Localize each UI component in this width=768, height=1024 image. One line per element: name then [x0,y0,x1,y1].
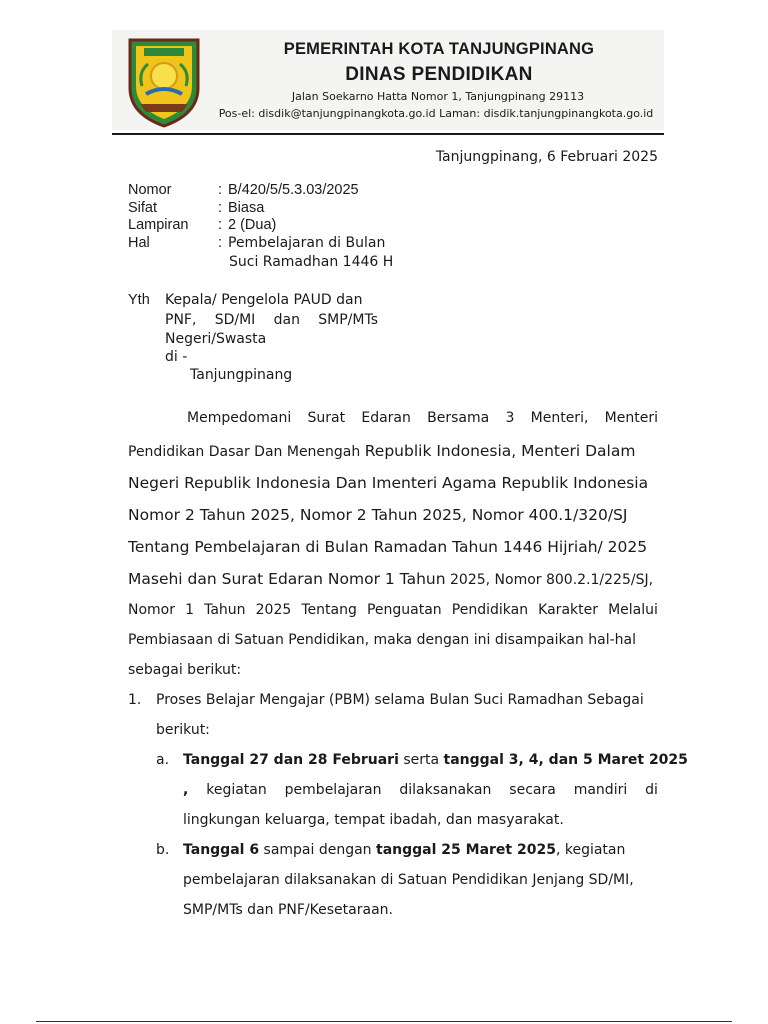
body-line: Pembiasaan di Satuan Pendidikan, maka dengan ini disampaikan hal-hal [128,632,636,648]
bold-run: tanggal 3, 4, dan 5 Maret 2025 [443,752,688,768]
letter-date: Tanjungpinang, 6 Februari 2025 [435,149,658,165]
sublist-line: lingkungan keluarga, tempat ibadah, dan masyarakat. [183,812,564,828]
meta-colon: : [218,182,223,198]
body-line [128,602,658,618]
letterhead-government: PEMERINTAH KOTA TANJUNGPINANG [283,40,595,58]
meta-label: Hal [128,234,150,251]
sublist-line: SMP/MTs dan PNF/Kesetaraan. [183,902,393,918]
bold-run: tanggal 25 Maret 2025 [376,842,556,858]
letterhead [112,30,664,130]
sublist-line [183,752,688,768]
word: kegiatan [206,782,267,798]
letterhead-contact: Pos-el: disdik@tanjungpinangkota.go.id Laman: disdik.tanjungpinangkota.go.id [218,107,654,120]
body-line: sebagai berikut: [128,662,242,678]
bold-run: Tanggal 27 dan 28 Februari [183,752,399,768]
recipient-line [165,312,378,328]
meta-colon: : [218,199,223,216]
meta-value: 2 (Dua) [228,217,277,233]
bold-run: Tanggal 6 [183,842,260,858]
letterhead-address: Jalan Soekarno Hatta Nomor 1, Tanjungpinang 29113 [291,90,585,103]
word: Tahun [204,602,246,618]
sublist-letter: a. [156,752,170,768]
word: Menteri [604,410,658,426]
letterhead-office: DINAS PENDIDIKAN [345,64,533,85]
word: pembelajaran [284,782,382,798]
page-bottom-edge [36,1021,732,1022]
word: Menteri, [530,410,589,426]
word: Pendidikan [451,602,529,618]
letterhead-divider [112,133,664,135]
word: Edaran [361,410,411,426]
body-line [128,442,635,460]
recipient-line: di - [165,349,188,365]
text-run: Pendidikan Dasar Dan Menengah [128,444,361,460]
text-run: serta [403,752,440,768]
body-line: Negeri Republik Indonesia Dan Imenteri Agama Republik Indonesia [128,474,649,492]
word: secara [509,782,556,798]
word: 1 [185,602,195,618]
word: SMP/MTs [318,312,378,328]
word: mandiri [573,782,628,798]
word: Karakter [538,602,598,618]
list-item-line: berikut: [156,722,210,738]
recipient-line: Negeri/Swasta [165,331,267,347]
text-run: Republik Indonesia, Menteri Dalam [364,442,636,460]
sublist-line: pembelajaran dilaksanakan di Satuan Pendidikan Jenjang SD/MI, [183,872,634,888]
word: , [183,782,189,798]
text-run: sampai dengan [263,842,372,858]
body-line: Tentang Pembelajaran di Bulan Ramadan Tahun 1446 Hijriah/ 2025 [128,538,648,556]
sublist-line [183,782,658,798]
list-item-line: Proses Belajar Mengajar (PBM) selama Bulan Suci Ramadhan Sebagai [156,692,644,708]
word: 3 [505,410,515,426]
meta-hal-continuation: Suci Ramadhan 1446 H [229,254,394,270]
sublist-letter: b. [156,842,170,858]
word: PNF, [165,312,197,328]
meta-colon: : [218,234,223,251]
meta-label: Nomor [128,182,172,198]
word: di [645,782,658,798]
word: dilaksanakan [399,782,492,798]
word: Mempedomani [187,410,292,426]
meta-value: Pembelajaran di Bulan [228,234,386,251]
word: dan [273,312,300,328]
text-run: Masehi dan Surat Edaran Nomor 1 Tahun [128,570,446,588]
meta-value: Biasa [228,199,265,216]
word: Surat [307,410,346,426]
word: SD/MI [214,312,256,328]
list-number: 1. [128,692,142,708]
meta-colon: : [218,217,223,233]
body-line: Nomor 2 Tahun 2025, Nomor 2 Tahun 2025, Nomor 400.1/320/SJ [128,506,628,524]
recipient-line: Kepala/ Pengelola PAUD dan [165,292,363,308]
word: 2025 [255,602,292,618]
word: Bersama [427,410,490,426]
city-coat-of-arms-logo [124,36,204,128]
text-run: , kegiatan [555,842,626,858]
text-run: 2025, Nomor 800.2.1/225/SJ, [450,572,654,588]
word: Melalui [608,602,658,618]
meta-value: B/420/5/5.3.03/2025 [228,182,359,198]
body-line [128,570,653,588]
meta-label: Sifat [128,199,158,216]
word: Penguatan [366,602,442,618]
meta-label: Lampiran [128,217,189,233]
word: Nomor [128,602,175,618]
body-line [187,410,658,426]
recipient-city: Tanjungpinang [190,367,293,383]
word: Tentang [301,602,357,618]
sublist-line [183,842,625,858]
recipient-label: Yth [128,292,150,308]
